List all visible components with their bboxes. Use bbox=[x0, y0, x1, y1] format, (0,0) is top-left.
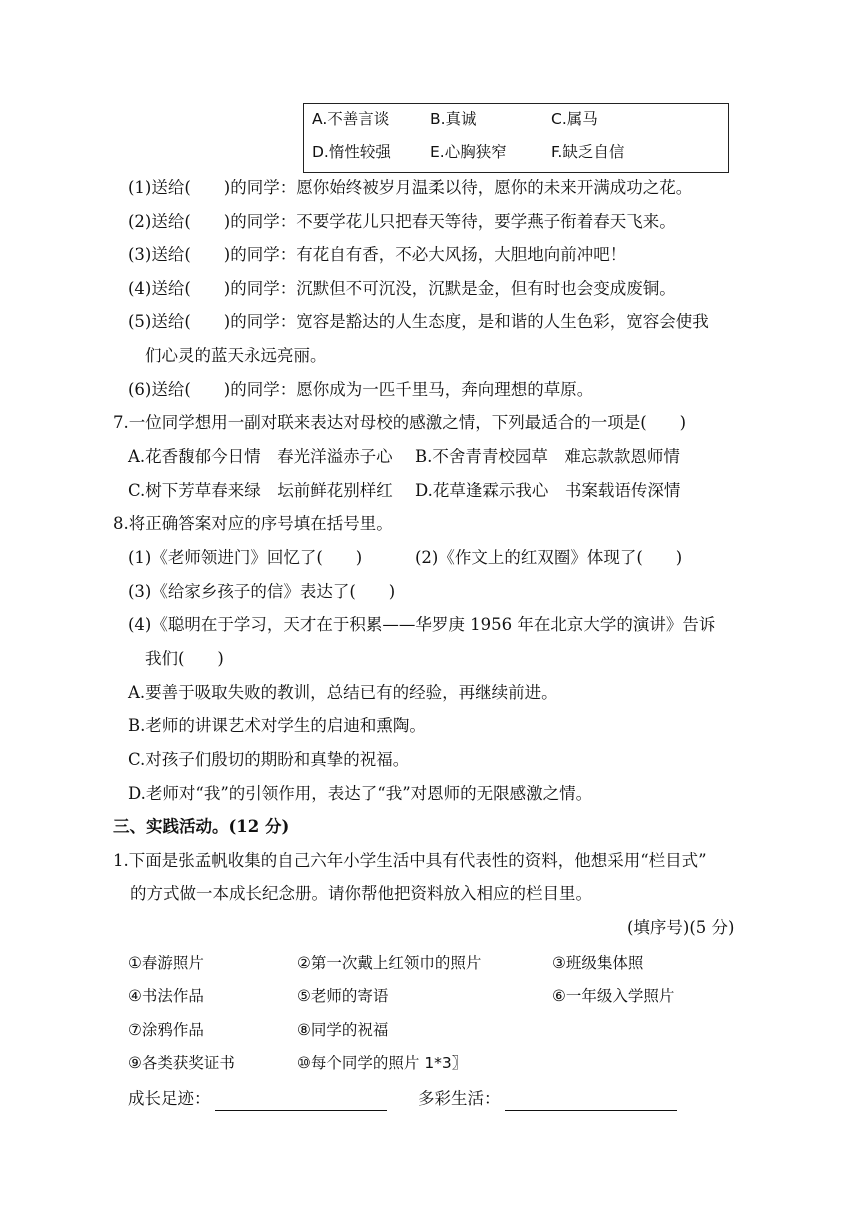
fill-colorful-life bbox=[418, 1087, 677, 1111]
q8-option-a: A.要善于吸取失败的教训，总结已有的经验，再继续前进。 bbox=[128, 683, 558, 702]
q8-item-1: (1)《老师领进门》回忆了( ) bbox=[128, 548, 363, 567]
q8-option-b: B.老师的讲课艺术对学生的启迪和熏陶。 bbox=[128, 716, 426, 735]
material-6: ⑥一年级入学照片 bbox=[552, 987, 675, 1005]
q6-item-5-cont: 们心灵的蓝天永远亮丽。 bbox=[145, 346, 327, 365]
q6-item-5: (5)送给( )的同学：宽容是豁达的人生态度，是和谐的人生色彩，宽容会使我 bbox=[128, 312, 709, 331]
q7-option-d: D.花草逢霖示我心 书案载语传深情 bbox=[415, 481, 681, 500]
q8-item-4-cont: 我们( ) bbox=[145, 649, 224, 668]
q8-item-4: (4)《聪明在于学习，天才在于积累——华罗庚 1956 年在北京大学的演讲》告诉 bbox=[128, 615, 716, 634]
material-5: ⑤老师的寄语 bbox=[297, 987, 389, 1005]
option-c: C.属马 bbox=[551, 110, 598, 128]
q8-item-2: (2)《作文上的红双圈》体现了( ) bbox=[415, 548, 683, 567]
fill-growth-footprints bbox=[128, 1087, 387, 1111]
q7-stem: 7.一位同学想用一副对联来表达对母校的感激之情，下列最适合的一项是( ) bbox=[113, 413, 687, 432]
q6-item-6: (6)送给( )的同学：愿你成为一匹千里马，奔向理想的草原。 bbox=[128, 380, 594, 399]
q6-item-2: (2)送给( )的同学：不要学花儿只把春天等待，要学燕子衔着春天飞来。 bbox=[128, 212, 676, 231]
option-box bbox=[303, 103, 729, 173]
q7-option-b: B.不舍青青校园草 难忘款款恩师情 bbox=[415, 447, 680, 466]
q8-item-3: (3)《给家乡孩子的信》表达了( ) bbox=[128, 582, 396, 601]
s3-q1-score-note: (填序号)(5 分) bbox=[627, 918, 735, 937]
q7-option-a: A.花香馥郁今日情 春光洋溢赤子心 bbox=[128, 447, 393, 466]
option-a: A.不善言谈 bbox=[312, 110, 390, 128]
q6-item-1: (1)送给( )的同学：愿你始终被岁月温柔以待，愿你的未来开满成功之花。 bbox=[128, 178, 693, 197]
material-1: ①春游照片 bbox=[128, 954, 204, 972]
option-d: D.惰性较强 bbox=[312, 143, 391, 161]
material-4: ④书法作品 bbox=[128, 987, 204, 1005]
material-9: ⑨各类获奖证书 bbox=[128, 1054, 235, 1072]
material-10: ⑩每个同学的照片 1*3〗 bbox=[297, 1054, 468, 1072]
fill-colorful-label: 多彩生活： bbox=[418, 1089, 501, 1108]
material-2: ②第一次戴上红领巾的照片 bbox=[297, 954, 482, 972]
q6-item-3: (3)送给( )的同学：有花自有香，不必大风扬，大胆地向前冲吧！ bbox=[128, 245, 627, 264]
option-b: B.真诚 bbox=[430, 110, 477, 128]
material-8: ⑧同学的祝福 bbox=[297, 1021, 389, 1039]
option-f: F.缺乏自信 bbox=[551, 143, 625, 161]
colorful-life-blank[interactable] bbox=[505, 1092, 677, 1111]
q8-option-d: D.老师对“我”的引领作用，表达了“我”对恩师的无限感激之情。 bbox=[128, 784, 593, 803]
s3-q1-stem-cont: 的方式做一本成长纪念册。请你帮他把资料放入相应的栏目里。 bbox=[130, 884, 592, 903]
q6-item-4: (4)送给( )的同学：沉默但不可沉没，沉默是金，但有时也会变成废铜。 bbox=[128, 279, 676, 298]
fill-growth-label: 成长足迹： bbox=[128, 1089, 211, 1108]
growth-footprints-blank[interactable] bbox=[215, 1092, 387, 1111]
q8-stem: 8.将正确答案对应的序号填在括号里。 bbox=[113, 514, 393, 533]
material-7: ⑦涂鸦作品 bbox=[128, 1021, 204, 1039]
q8-option-c: C.对孩子们殷切的期盼和真挚的祝福。 bbox=[128, 750, 410, 769]
material-3: ③班级集体照 bbox=[552, 954, 644, 972]
s3-q1-stem: 1.下面是张孟帆收集的自己六年小学生活中具有代表性的资料，他想采用“栏目式” bbox=[113, 851, 707, 870]
section-3-heading: 三、实践活动。(12 分) bbox=[113, 817, 290, 836]
q7-option-c: C.树下芳草春来绿 坛前鲜花别样红 bbox=[128, 481, 393, 500]
option-e: E.心胸狭窄 bbox=[430, 143, 507, 161]
